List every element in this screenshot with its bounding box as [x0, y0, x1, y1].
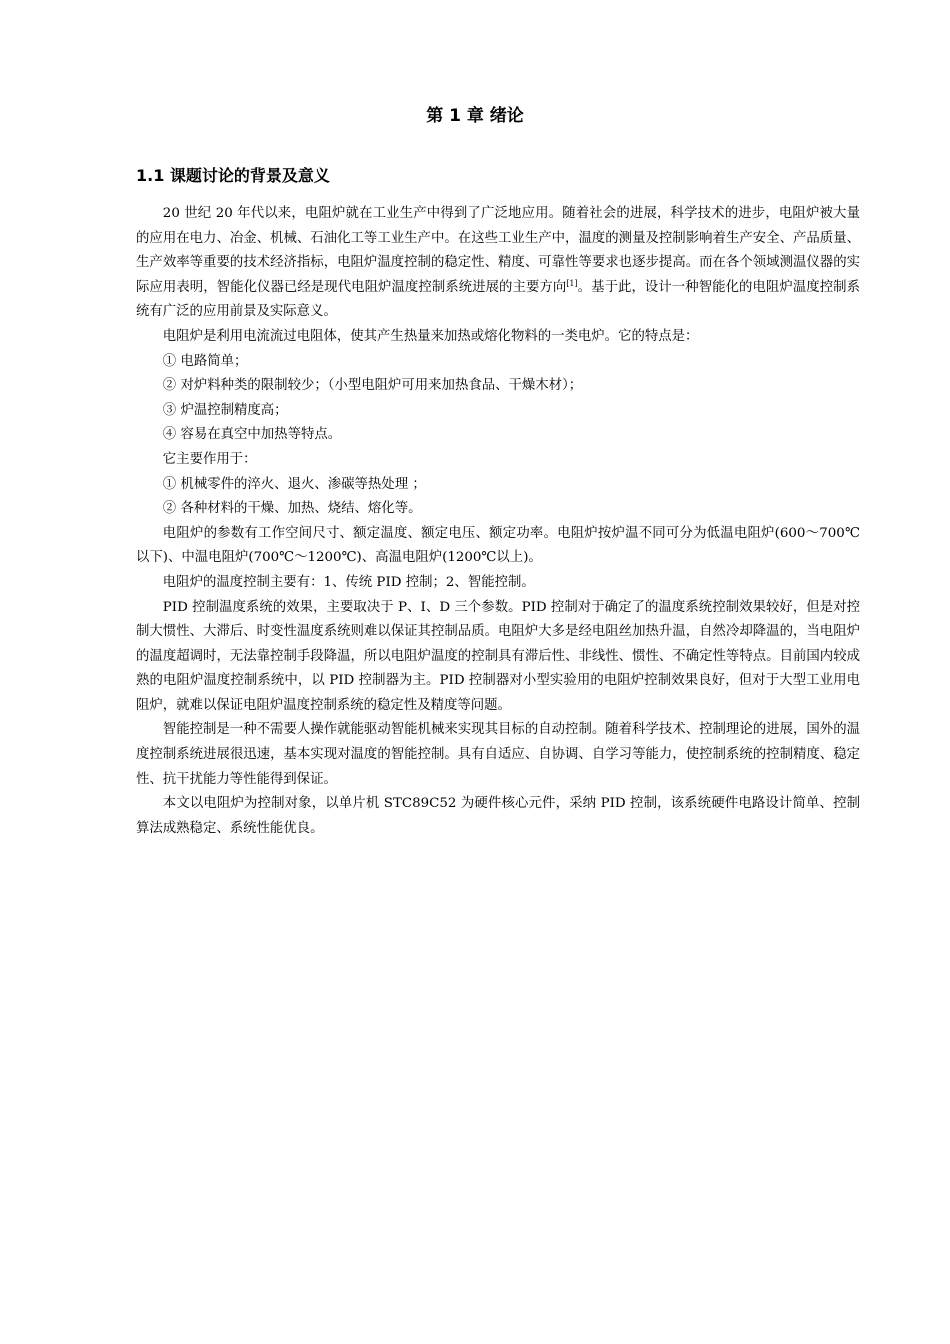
- citation-ref: [1]: [566, 278, 578, 288]
- body-text: [136, 202, 860, 841]
- uses-intro: 它主要作用于：: [162, 451, 257, 467]
- list-item: ③ 炉温控制精度高；: [162, 402, 288, 418]
- list-item: ① 机械零件的淬火、退火、渗碳等热处理 ；: [162, 476, 426, 492]
- section-title: 1.1 课题讨论的背景及意义: [136, 166, 330, 185]
- paragraph-definition: 电阻炉是利用电流流过电阻体，使其产生热量来加热或熔化物料的一类电炉。它的特点是：: [162, 328, 699, 344]
- paragraph-parameters: 电阻炉的参数有工作空间尺寸、额定温度、额定电压、额定功率。电阻炉按炉温不同可分为低温电阻炉(600～700℃以下)、中温电阻炉(700℃～1200℃)、高温电阻炉(1200℃以上)。: [136, 525, 860, 566]
- chapter-title: 第 1 章 绪论: [426, 106, 524, 126]
- paragraph-text: 。基于此，设计一种智能化的电阻炉温度控制系统有广泛的应用前景及实际意义。: [136, 279, 860, 320]
- paragraph-intelligent-control: 智能控制是一种不需要人操作就能驱动智能机械来实现其目标的自动控制。随着科学技术、控制理论的进展，国外的温度控制系统进展很迅速，基本实现对温度的智能控制。具有自适应、自协调、自学习等能力，使控制系统的控制精度、稳定性、抗干扰能力等性能得到保证。: [136, 722, 860, 787]
- list-item: ② 对炉料种类的限制较少；（小型电阻炉可用来加热食品、干燥木材）；: [162, 378, 583, 394]
- list-item: ④ 容易在真空中加热等特点。: [162, 427, 342, 443]
- paragraph-summary: 本文以电阻炉为控制对象，以单片机 STC89C52 为硬件核心元件，采纳 PID 控制，该系统硬件电路设计简单、控制算法成熟稳定、系统性能优良。: [136, 796, 860, 836]
- paragraph-pid: PID 控制温度系统的效果，主要取决于 P、I、D 三个参数。PID 控制对于确定了的温度系统控制效果较好，但是对控制大惯性、大滞后、时变性温度系统则难以保证其控制品质。电阻炉大多是经电阻丝加热升温，自然冷却降温的，当电阻炉的温度超调时，无法靠控制手段降温，所以电阻炉温度的控制具有滞后性、非线性、惯性、不确定性等特点。目前国内较成熟的电阻炉温度控制系统中，以 PID 控制器为主。PID 控制器对小型实验用的电阻炉控制效果良好，但对于大型工业用电阻炉，就难以保证电阻炉温度控制系统的稳定性及精度等问题。: [136, 599, 860, 713]
- list-item: ② 各种材料的干燥、加热、烧结、熔化等。: [162, 501, 422, 517]
- paragraph-control-types: 电阻炉的温度控制主要有：1、传统 PID 控制；2、智能控制。: [162, 574, 535, 590]
- paragraph-background: [136, 202, 860, 325]
- paragraph-text: 20 世纪 20 年代以来，电阻炉就在工业生产中得到了广泛地应用。随着社会的进展，科学技术的进步，电阻炉被大量的应用在电力、冶金、机械、石油化工等工业生产中。在这些工业生产中，温度的测量及控制影响着生产安全、产品质量、生产效率等重要的技术经济指标，电阻炉温度控制的稳定性、精度、可靠性等要求也逐步提高。而在各个领域测温仪器的实际应用表明，智能化仪器已经是现代电阻炉温度控制系统进展的主要方向: [136, 206, 860, 295]
- list-item: ① 电路简单；: [162, 353, 248, 369]
